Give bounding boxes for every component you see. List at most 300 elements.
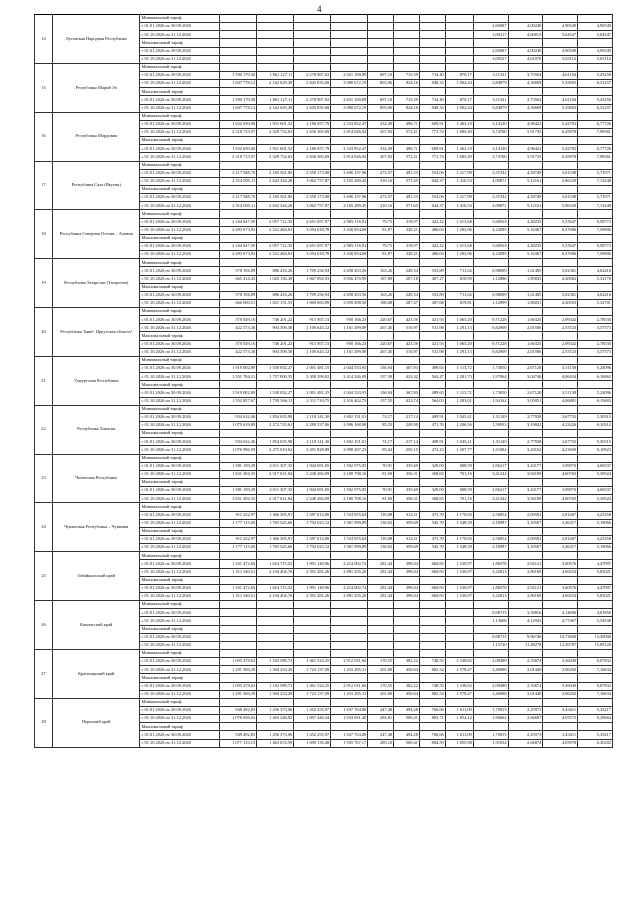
period-cell: Максимальный тариф — [140, 381, 220, 389]
value-cell: 609,91 — [419, 120, 445, 128]
value-cell: 4,96422 — [508, 120, 543, 128]
value-cell: 1 291,13 — [445, 324, 473, 332]
value-cell: 4,90549 — [578, 47, 613, 55]
value-cell: 3 522 484,63 — [257, 251, 294, 259]
value-cell: 1,73050 — [473, 365, 508, 373]
period-cell: с 01.01.2026 по 30.09.2026 — [140, 536, 220, 544]
value-cell — [257, 47, 294, 55]
value-cell — [220, 283, 257, 291]
value-cell: 1 207,77 — [445, 446, 473, 454]
value-cell: 409,91 — [419, 438, 445, 446]
value-cell: 2 318 715,97 — [220, 128, 257, 136]
value-cell — [220, 381, 257, 389]
value-cell: 5,16367 — [508, 251, 543, 259]
value-cell — [368, 185, 394, 193]
value-cell — [508, 454, 543, 462]
value-cell: 3,60576 — [543, 584, 578, 592]
period-cell: с 01.01.2026 по 30.09.2026 — [140, 682, 220, 690]
value-cell: 4,68337 — [578, 487, 613, 495]
value-cell: 6,07832 — [578, 658, 613, 666]
value-cell: 1 182 589,73 — [257, 658, 294, 666]
value-cell: 572,21 — [394, 153, 420, 161]
value-cell — [368, 617, 394, 625]
value-cell — [220, 625, 257, 633]
value-cell: 472,23 — [419, 446, 445, 454]
page-number: 4 — [317, 4, 322, 14]
value-cell: 2,42813 — [473, 592, 508, 600]
value-cell: 3 080 672,19 — [331, 80, 368, 88]
value-cell: 422,42 — [419, 242, 445, 250]
value-cell: 2 333 852,47 — [331, 120, 368, 128]
period-cell: с 01.10.2026 по 31.12.2026 — [140, 568, 220, 576]
value-cell — [419, 259, 445, 267]
value-cell: 2,01586 — [508, 324, 543, 332]
value-cell: 2,53723 — [543, 348, 578, 356]
value-cell — [294, 576, 331, 584]
value-cell: 5,96329 — [543, 177, 578, 185]
value-cell: 5,96329 — [543, 202, 578, 210]
value-cell: 4,30749 — [508, 194, 543, 202]
value-cell: 136,94 — [368, 365, 394, 373]
value-cell: 1 463 674,59 — [257, 739, 294, 747]
period-cell: Максимальный тариф — [140, 576, 220, 584]
value-cell: 2 001 481,15 — [294, 389, 331, 397]
value-cell: 2 493 673,92 — [220, 226, 257, 234]
value-cell — [294, 259, 331, 267]
value-cell: 701,16 — [445, 470, 473, 478]
value-cell: 4,23650 — [543, 446, 578, 454]
value-cell: 5,35803 — [543, 104, 578, 112]
value-cell: 2 912 031,66 — [331, 682, 368, 690]
region-number: 28 — [35, 698, 53, 747]
value-cell: 824,16 — [394, 80, 420, 88]
value-cell: 6,77726 — [578, 120, 613, 128]
value-cell — [294, 723, 331, 731]
value-cell: 382,22 — [394, 682, 420, 690]
value-cell: 5,71971 — [578, 169, 613, 177]
value-cell: 715,59 — [394, 96, 420, 104]
value-cell — [331, 15, 368, 23]
value-cell — [445, 31, 473, 39]
value-cell — [331, 259, 368, 267]
value-cell: 91,87 — [368, 251, 394, 259]
value-cell: 1 463 248,92 — [257, 715, 294, 723]
value-cell: 1 177 115,00 — [220, 544, 257, 552]
value-cell: 1 021 151,53 — [257, 299, 294, 307]
value-cell: 3 438 854,68 — [331, 226, 368, 234]
value-cell: 2,78530 — [578, 316, 613, 324]
value-cell: 4,81850 — [578, 609, 613, 617]
value-cell: 2,67120 — [508, 389, 543, 397]
period-cell: с 01.01.2026 по 30.09.2026 — [140, 145, 220, 153]
value-cell — [508, 552, 543, 560]
value-cell — [257, 55, 294, 63]
period-cell: с 01.10.2026 по 31.12.2026 — [140, 592, 220, 600]
value-cell: 4,48235 — [508, 242, 543, 250]
value-cell: 7,98361 — [578, 128, 613, 136]
value-cell: 2,78530 — [578, 340, 613, 348]
value-cell: 3,58816 — [508, 609, 543, 617]
value-cell: 201,08 — [368, 690, 394, 698]
value-cell: 353,89 — [419, 267, 445, 275]
period-cell: с 01.10.2026 по 31.12.2026 — [140, 666, 220, 674]
value-cell — [473, 63, 508, 71]
value-cell: 4,61076 — [508, 55, 543, 63]
value-cell: 1 590 170,50 — [220, 71, 257, 79]
value-cell: 285,10 — [368, 739, 394, 747]
value-cell — [445, 112, 473, 120]
value-cell — [394, 479, 420, 487]
value-cell: 2 696 157,96 — [331, 194, 368, 202]
value-cell — [331, 527, 368, 535]
value-cell: 6,07832 — [578, 682, 613, 690]
value-cell — [394, 259, 420, 267]
region-number: 15 — [35, 63, 53, 112]
value-cell: 284,81 — [368, 715, 394, 723]
value-cell: 7,16634 — [578, 690, 613, 698]
value-cell: 1 095 478,62 — [220, 682, 257, 690]
value-cell: 267,45 — [368, 348, 394, 356]
period-cell: с 01.01.2026 по 30.09.2026 — [140, 438, 220, 446]
value-cell: 281,44 — [368, 584, 394, 592]
value-cell: 249,90 — [394, 422, 420, 430]
value-cell — [331, 55, 368, 63]
period-cell: с 01.10.2026 по 31.12.2026 — [140, 641, 220, 649]
value-cell: 1 095 478,62 — [220, 658, 257, 666]
value-cell — [331, 112, 368, 120]
period-cell: Минимальный тариф — [140, 698, 220, 706]
value-cell: 10,73600 — [543, 633, 578, 641]
period-cell: Максимальный тариф — [140, 39, 220, 47]
period-cell: Максимальный тариф — [140, 430, 220, 438]
value-cell — [543, 698, 578, 706]
value-cell — [294, 88, 331, 96]
value-cell: 644,37 — [419, 177, 445, 185]
value-cell: 338,21 — [394, 226, 420, 234]
value-cell — [445, 430, 473, 438]
value-cell — [220, 39, 257, 47]
value-cell: 5,53547 — [543, 242, 578, 250]
value-cell — [220, 552, 257, 560]
value-cell: 1 723 137,09 — [294, 666, 331, 674]
value-cell: 697,10 — [368, 71, 394, 79]
value-cell: 5,39524 — [578, 470, 613, 478]
value-cell — [543, 723, 578, 731]
value-cell: 958 166,23 — [331, 340, 368, 348]
value-cell: 3,43411 — [543, 706, 578, 714]
value-cell: 1,86578 — [473, 560, 508, 568]
value-cell — [543, 479, 578, 487]
value-cell: 5,24096 — [578, 389, 613, 397]
value-cell: 170,55 — [368, 658, 394, 666]
value-cell — [294, 39, 331, 47]
value-cell: 1 637 704,88 — [331, 731, 368, 739]
value-cell: 3 054 018,78 — [294, 226, 331, 234]
value-cell: 2,69592 — [508, 511, 543, 519]
value-cell: 4,61104 — [543, 96, 578, 104]
value-cell: 3,05051 — [508, 397, 543, 405]
value-cell: 1 792 023,12 — [294, 519, 331, 527]
value-cell — [419, 210, 445, 218]
value-cell: 4,24585 — [473, 226, 508, 234]
period-cell: с 01.01.2026 по 30.09.2026 — [140, 71, 220, 79]
value-cell: 2,66607 — [508, 715, 543, 723]
value-cell: 85,44 — [368, 446, 394, 454]
period-cell: с 01.01.2026 по 30.09.2026 — [140, 413, 220, 421]
value-cell: 267,83 — [368, 153, 394, 161]
value-cell — [257, 210, 294, 218]
value-cell: 247,48 — [368, 731, 394, 739]
value-cell — [473, 698, 508, 706]
value-cell: 421,93 — [419, 316, 445, 324]
value-cell: 0,98089 — [473, 291, 508, 299]
region-number: 19 — [35, 259, 53, 308]
value-cell: 554,06 — [419, 194, 445, 202]
value-cell — [394, 283, 420, 291]
value-cell: 421,93 — [419, 340, 445, 348]
value-cell: 1 847 778,12 — [220, 104, 257, 112]
value-cell: 232,49 — [368, 145, 394, 153]
value-cell: 473,70 — [419, 511, 445, 519]
value-cell: 1 076 996,59 — [220, 446, 257, 454]
value-cell: 2 011 307,33 — [257, 462, 294, 470]
value-cell — [394, 39, 420, 47]
period-cell: Минимальный тариф — [140, 210, 220, 218]
value-cell — [473, 259, 508, 267]
value-cell — [508, 15, 543, 23]
value-cell — [543, 601, 578, 609]
value-cell: 3,09217 — [473, 31, 508, 39]
value-cell — [543, 308, 578, 316]
value-cell: 1 919 002,89 — [220, 365, 257, 373]
value-cell — [331, 381, 368, 389]
table-row — [35, 259, 613, 267]
value-cell: 353,89 — [419, 291, 445, 299]
value-cell — [394, 356, 420, 364]
value-cell: 3,84879 — [473, 80, 508, 88]
value-cell — [508, 137, 543, 145]
value-cell: 1 981 999,89 — [331, 519, 368, 527]
value-cell: 1,12886 — [473, 275, 508, 283]
value-cell: 3,04746 — [508, 373, 543, 381]
value-cell: 3 057 712,35 — [257, 218, 294, 226]
value-cell — [294, 641, 331, 649]
value-cell: 2 001 481,15 — [294, 365, 331, 373]
value-cell: 5,32701 — [578, 299, 613, 307]
value-cell: 1 931 601,52 — [257, 145, 294, 153]
value-cell: 2 658 453,56 — [331, 267, 368, 275]
value-cell: 2 278 967,02 — [294, 96, 331, 104]
value-cell: 3,51138 — [543, 365, 578, 373]
period-cell: с 01.01.2026 по 30.09.2026 — [140, 658, 220, 666]
value-cell: 660,83 — [419, 560, 445, 568]
value-cell — [294, 503, 331, 511]
value-cell: 1 463,10 — [445, 120, 473, 128]
value-cell: 491,53 — [394, 194, 420, 202]
period-cell: Минимальный тариф — [140, 15, 220, 23]
value-cell — [257, 234, 294, 242]
value-cell: 1 578,47 — [445, 690, 473, 698]
value-cell: 3,96202 — [543, 666, 578, 674]
value-cell: 2 162 629,30 — [257, 80, 294, 88]
value-cell: 1 077 133,15 — [220, 739, 257, 747]
value-cell — [445, 381, 473, 389]
value-cell: 746 201,22 — [257, 316, 294, 324]
value-cell: 2,53723 — [543, 324, 578, 332]
period-cell: с 01.10.2026 по 31.12.2026 — [140, 495, 220, 503]
value-cell: 1 217,99 — [445, 169, 473, 177]
value-cell: 1 076 056,02 — [220, 715, 257, 723]
value-cell: 1 611,09 — [445, 731, 473, 739]
value-cell: 1,31149 — [473, 438, 508, 446]
value-cell: 1 292,96 — [445, 226, 473, 234]
value-cell: 5,33217 — [578, 731, 613, 739]
period-cell: Максимальный тариф — [140, 625, 220, 633]
value-cell: 81,69 — [368, 470, 394, 478]
value-cell — [445, 88, 473, 96]
value-cell: 1 587 014,80 — [294, 536, 331, 544]
value-cell — [220, 308, 257, 316]
value-cell: 5,43250 — [578, 71, 613, 79]
value-cell — [578, 210, 613, 218]
value-cell — [419, 332, 445, 340]
value-cell — [368, 649, 394, 657]
value-cell — [368, 625, 394, 633]
period-cell: с 01.01.2026 по 30.09.2026 — [140, 609, 220, 617]
value-cell: 187,89 — [368, 275, 394, 283]
value-cell: 2 317 021,84 — [257, 495, 294, 503]
value-cell — [508, 479, 543, 487]
period-cell: с 01.01.2026 по 30.09.2026 — [140, 487, 220, 495]
value-cell — [294, 137, 331, 145]
value-cell — [543, 161, 578, 169]
value-cell: 3,82381 — [543, 291, 578, 299]
value-cell: 2 651 057,97 — [294, 218, 331, 226]
value-cell: 4,12943 — [508, 617, 543, 625]
value-cell: 2 636 365,69 — [294, 128, 331, 136]
value-cell: 2 185 561,85 — [257, 194, 294, 202]
value-cell — [331, 649, 368, 657]
value-cell: 450,64 — [394, 666, 420, 674]
value-cell: 5,24096 — [578, 365, 613, 373]
value-cell — [257, 259, 294, 267]
value-cell — [294, 430, 331, 438]
value-cell — [543, 674, 578, 682]
value-cell: 3,10507 — [508, 544, 543, 552]
value-cell — [394, 601, 420, 609]
value-cell — [543, 210, 578, 218]
value-cell — [543, 625, 578, 633]
value-cell: 2,25973 — [508, 731, 543, 739]
value-cell: 569,41 — [394, 715, 420, 723]
value-cell: 247,48 — [368, 706, 394, 714]
value-cell — [419, 161, 445, 169]
value-cell: 3,01440 — [508, 690, 543, 698]
value-cell: 660,83 — [419, 568, 445, 576]
value-cell: 1 922 650,06 — [220, 145, 257, 153]
value-cell: 5,42783 — [543, 145, 578, 153]
value-cell: 2 696 157,96 — [331, 169, 368, 177]
value-cell: 848,33 — [419, 80, 445, 88]
value-cell: 5,12161 — [508, 202, 543, 210]
value-cell: 118,08 — [368, 511, 394, 519]
value-cell: 368,65 — [419, 470, 445, 478]
value-cell: 2 300 399,02 — [294, 373, 331, 381]
value-cell: 2 162 629,30 — [257, 104, 294, 112]
value-cell: 79,75 — [368, 242, 394, 250]
value-cell: 367,83 — [394, 365, 420, 373]
value-cell — [445, 259, 473, 267]
value-cell: 1 256 373,06 — [257, 731, 294, 739]
value-cell: 545,70 — [419, 544, 445, 552]
value-cell — [419, 674, 445, 682]
value-cell: 1 861 127,11 — [257, 96, 294, 104]
value-cell: 370 029,16 — [220, 340, 257, 348]
value-cell: 818,99 — [445, 275, 473, 283]
value-cell: 2 164 647,50 — [220, 242, 257, 250]
value-cell: 911 232,97 — [220, 511, 257, 519]
value-cell: 2 333 852,47 — [331, 145, 368, 153]
period-cell: с 01.01.2026 по 30.09.2026 — [140, 584, 220, 592]
value-cell: 1 855,98 — [445, 739, 473, 747]
value-cell — [368, 47, 394, 55]
value-cell — [419, 308, 445, 316]
value-cell — [543, 15, 578, 23]
value-cell: 319,97 — [394, 218, 420, 226]
period-cell: с 01.01.2026 по 30.09.2026 — [140, 560, 220, 568]
period-cell: с 01.10.2026 по 31.12.2026 — [140, 470, 220, 478]
value-cell: 2,46988 — [473, 666, 508, 674]
value-cell — [419, 641, 445, 649]
value-cell: 2 514 005,11 — [220, 177, 257, 185]
value-cell — [294, 332, 331, 340]
value-cell — [368, 283, 394, 291]
value-cell — [578, 112, 613, 120]
value-cell — [257, 576, 294, 584]
value-cell — [257, 112, 294, 120]
value-cell: 1,86031 — [508, 299, 543, 307]
value-cell — [419, 55, 445, 63]
value-cell — [257, 503, 294, 511]
value-cell — [257, 161, 294, 169]
value-cell: 2 186 057,79 — [294, 145, 331, 153]
value-cell: 1 291 569,29 — [220, 690, 257, 698]
value-cell: 249,54 — [394, 267, 420, 275]
value-cell — [508, 234, 543, 242]
value-cell: 281,44 — [368, 560, 394, 568]
value-cell: 1,86578 — [473, 584, 508, 592]
value-cell: 2 550 173,08 — [294, 169, 331, 177]
value-cell: 1 709 256,94 — [294, 267, 331, 275]
value-cell — [294, 479, 331, 487]
value-cell — [394, 674, 420, 682]
region-number: 16 — [35, 112, 53, 161]
value-cell — [257, 356, 294, 364]
value-cell — [394, 210, 420, 218]
value-cell: 882,54 — [419, 690, 445, 698]
value-cell — [543, 63, 578, 71]
region-name: Луганская Народная Республика — [52, 15, 140, 64]
value-cell: 1 699 139,48 — [294, 739, 331, 747]
value-cell — [445, 55, 473, 63]
value-cell — [578, 552, 613, 560]
value-cell: 1 552 857,67 — [220, 397, 257, 405]
value-cell: 489,63 — [419, 389, 445, 397]
value-cell: 644,37 — [419, 202, 445, 210]
value-cell — [445, 23, 473, 31]
value-cell — [508, 39, 543, 47]
value-cell: 1 854,12 — [445, 715, 473, 723]
